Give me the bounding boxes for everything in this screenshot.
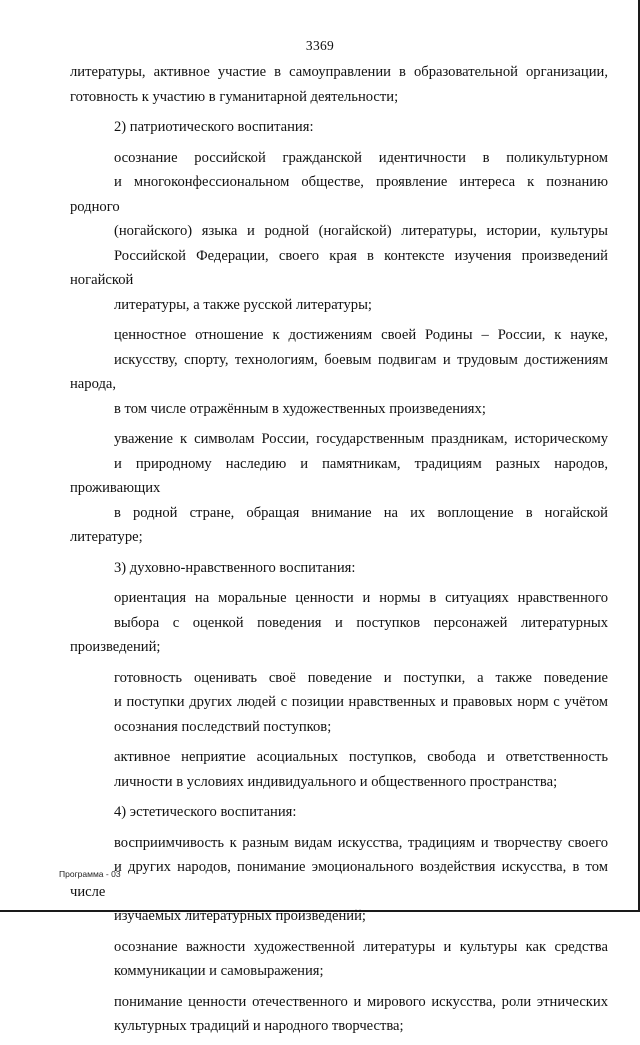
text-line: активное неприятие асоциальных поступков, свобода и ответственность	[114, 749, 608, 765]
text-line: готовность к участию в гуманитарной деятельности;	[70, 88, 399, 105]
text-line: и многоконфессиональном обществе, проявление интереса к познанию родного	[70, 174, 608, 215]
paragraph	[70, 323, 608, 421]
text-line: культурных традиций и народного творчества;	[114, 1018, 404, 1034]
paragraph	[70, 146, 608, 318]
paragraph	[70, 745, 608, 794]
text-line: в том числе отражённым в художественных произведениях;	[114, 400, 486, 417]
text-line: и природному наследию и памятникам, традициям разных народов, проживающих	[70, 455, 608, 496]
text-line: осознание российской гражданской идентичности в поликультурном	[114, 149, 608, 166]
text-line: изучаемых литературных произведений;	[114, 908, 366, 924]
paragraph	[70, 60, 608, 109]
text-line: коммуникации и самовыражения;	[114, 963, 324, 979]
text-line: восприимчивость к разным видам искусства, традициям и творчеству своего	[114, 834, 608, 851]
text-line: литературы, активное участие в самоуправлении в образовательной организации,	[70, 64, 608, 80]
text-line: в родной стране, обращая внимание на их воплощение в ногайской литературе;	[70, 504, 608, 545]
text-line: готовность оценивать своё поведение и поступки, а также поведение	[114, 669, 608, 686]
section-heading: 4) эстетического воспитания:	[114, 804, 297, 820]
text-line: осознания последствий поступков;	[114, 718, 332, 735]
text-line: личности в условиях индивидуального и общественного пространства;	[114, 773, 558, 790]
text-line: Российской Федерации, своего края в контексте изучения произведений ногайской	[70, 247, 608, 288]
text-line: ориентация на моральные ценности и нормы в ситуациях нравственного	[114, 590, 608, 606]
paragraph	[70, 831, 608, 929]
section-heading: 3) духовно-нравственного воспитания:	[114, 559, 356, 576]
paragraph-gap	[70, 1039, 608, 1045]
paragraph	[70, 935, 608, 984]
paragraph	[70, 990, 608, 1039]
text-line: (ногайского) языка и родной (ногайской) литературы, истории, культуры	[114, 223, 608, 239]
paragraph	[70, 586, 608, 660]
section-heading: 2) патриотического воспитания:	[114, 119, 314, 135]
paragraph	[70, 666, 608, 740]
text-line: и поступки других людей с позиции нравственных и правовых норм с учётом	[114, 694, 608, 710]
text-line: уважение к символам России, государственным праздникам, историческому	[114, 431, 608, 447]
text-line: выбора с оценкой поведения и поступков персонажей литературных произведений;	[70, 614, 608, 655]
document-body	[70, 60, 608, 1045]
text-line: понимание ценности отечественного и мирового искусства, роли этнических	[114, 993, 608, 1010]
text-line: и других народов, понимание эмоционального воздействия искусства, в том числе	[70, 859, 608, 900]
text-line: ценностное отношение к достижениям своей Родины – России, к науке,	[114, 327, 608, 343]
paragraph	[70, 427, 608, 550]
page-number: 3369	[305, 38, 335, 53]
text-line: литературы, а также русской литературы;	[114, 296, 372, 313]
text-line: искусству, спорту, технологиям, боевым подвигам и трудовым достижениям народа,	[70, 351, 608, 392]
text-line: осознание важности художественной литературы и культуры как средства	[114, 938, 608, 955]
footer-label: Программа - 03	[59, 869, 121, 879]
